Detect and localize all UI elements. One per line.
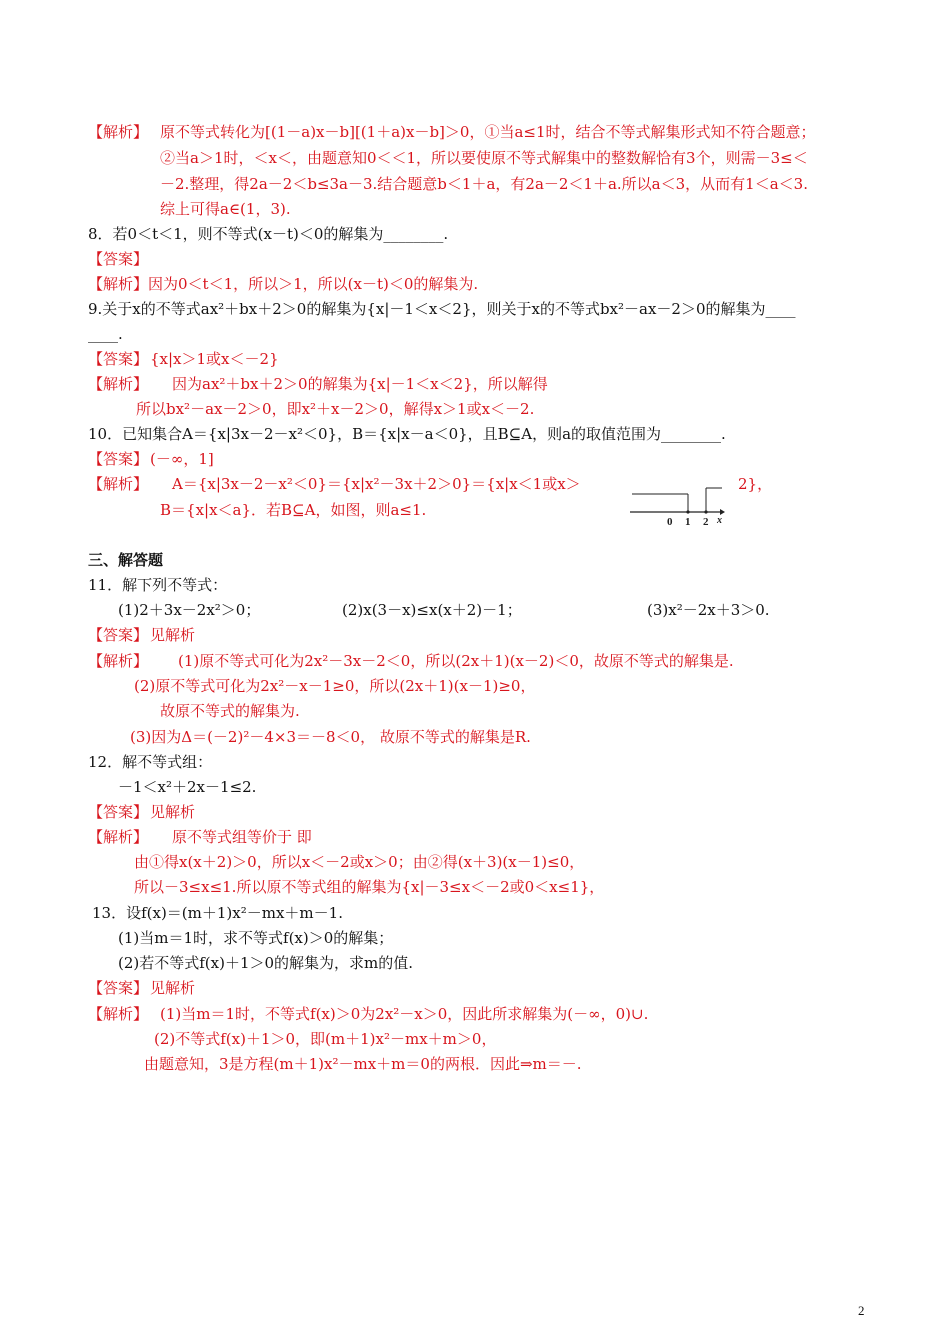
page-number: 2 xyxy=(858,1303,865,1318)
q12-solution-2: 由①得x(x＋2)＞0，所以x＜－2或x＞0；由②得(x＋3)(x－1)≤0， xyxy=(134,853,585,871)
q8-solution: 因为0＜t＜1，所以＞1，所以(x－t)＜0的解集为. xyxy=(148,275,479,293)
q12-solution-tag: 【解析】 xyxy=(88,828,149,846)
q11-solution-tag: 【解析】 xyxy=(88,652,149,670)
q13-part-2: (2)若不等式f(x)＋1＞0的解集为，求m的值. xyxy=(118,954,414,972)
q10-solution-1: A＝{x|3x－2－x²＜0}＝{x|x²－3x＋2＞0}＝{x|x＜1或x＞ xyxy=(172,475,581,493)
q13-solution-2: (2)不等式f(x)＋1＞0，即(m＋1)x²－mx＋m＞0， xyxy=(154,1030,497,1048)
q9-solution-tag: 【解析】 xyxy=(88,375,149,393)
q12-answer: 见解析 xyxy=(150,803,196,821)
q9-question-cont: ____. xyxy=(88,325,123,343)
q9-answer: {x|x＞1或x＜－2} xyxy=(150,350,279,368)
jiexi-tag: 【解析】 xyxy=(88,123,149,141)
q9-solution-2: 所以bx²－ax－2＞0，即x²＋x－2＞0，解得x＞1或x＜－2. xyxy=(136,400,535,418)
q11-question: 11．解下列不等式： xyxy=(88,576,228,594)
q13-solution-tag: 【解析】 xyxy=(88,1005,149,1023)
q11-solution-1: (1)原不等式可化为2x²－3x－2＜0，所以(2x＋1)(x－2)＜0，故原不等式的解集是. xyxy=(178,652,734,670)
q12-solution-1: 原不等式组等价于 即 xyxy=(172,828,312,846)
q10-solution-tag: 【解析】 xyxy=(88,475,149,493)
q13-answer-tag: 【答案】 xyxy=(88,979,149,997)
q11-solution-4: (3)因为Δ＝(－2)²－4×3＝－8＜0， 故原不等式的解集是R. xyxy=(130,728,531,746)
q12-answer-tag: 【答案】 xyxy=(88,803,149,821)
q10-solution-1-end: 2}， xyxy=(738,475,773,493)
q11-solution-3: 故原不等式的解集为. xyxy=(160,702,300,720)
q11-part-1: (1)2＋3x－2x²＞0； xyxy=(118,601,261,619)
p7-line-2: ②当a＞1时，＜x＜，由题意知0＜＜1，所以要使原不等式解集中的整数解恰有3个，则需－3≤＜ xyxy=(160,149,808,167)
q11-solution-2: (2)原不等式可化为2x²－x－1≥0，所以(2x＋1)(x－1)≥0， xyxy=(134,677,536,695)
q9-solution-1: 因为ax²＋bx＋2＞0的解集为{x|－1＜x＜2}，所以解得 xyxy=(172,375,548,393)
q10-answer: (－∞，1] xyxy=(150,450,214,468)
q13-solution-3: 由题意知，3是方程(m＋1)x²－mx＋m＝0的两根．因此⇒m＝－. xyxy=(144,1055,582,1073)
p7-line-3: －2.整理，得2a－2＜b≤3a－3.结合题意b＜1＋a，有2a－2＜1＋a.所以a＜3，从而有1＜a＜3. xyxy=(160,175,808,193)
q9-answer-tag: 【答案】 xyxy=(88,350,149,368)
q13-part-1: (1)当m＝1时，求不等式f(x)＞0的解集； xyxy=(118,929,394,947)
q9-question: 9.关于x的不等式ax²＋bx＋2＞0的解集为{x|－1＜x＜2}，则关于x的不等式bx²－ax－2＞0的解集为____ xyxy=(88,300,796,318)
fig-axis-label: x xyxy=(717,515,722,526)
q13-solution-1: (1)当m＝1时，不等式f(x)＞0为2x²－x＞0，因此所求解集为(－∞，0)∪. xyxy=(160,1005,649,1023)
p7-line-1: 原不等式转化为[(1－a)x－b][(1＋a)x－b]＞0，①当a≤1时，结合不等式解集形式知不符合题意； xyxy=(160,123,816,141)
q8-question: 8．若0＜t＜1，则不等式(x－t)＜0的解集为________. xyxy=(88,225,449,243)
q11-part-2: (2)x(3－x)≤x(x＋2)－1； xyxy=(342,601,522,619)
q11-part-3: (3)x²－2x＋3＞0. xyxy=(647,601,770,619)
fig-tick-0: 0 xyxy=(667,516,673,528)
q12-question: 12．解不等式组： xyxy=(88,753,213,771)
fig-tick-2: 2 xyxy=(703,516,709,528)
q11-answer: 见解析 xyxy=(150,626,196,644)
q12-solution-3: 所以－3≤x≤1.所以原不等式组的解集为{x|－3≤x＜－2或0＜x≤1}， xyxy=(134,878,605,896)
p7-line-4: 综上可得a∈(1，3). xyxy=(160,200,291,218)
q13-question: 13．设f(x)＝(m＋1)x²－mx＋m－1. xyxy=(92,904,343,922)
q8-answer-tag: 【答案】 xyxy=(88,250,149,268)
q12-inequality: －1＜x²＋2x－1≤2. xyxy=(118,778,257,796)
q8-solution-tag: 【解析】 xyxy=(88,275,149,293)
q10-answer-tag: 【答案】 xyxy=(88,450,149,468)
fig-tick-1: 1 xyxy=(685,516,691,528)
number-line-figure xyxy=(628,480,728,528)
section-heading: 三、解答题 xyxy=(88,551,164,569)
q10-solution-2: B＝{x|x＜a}．若B⊆A，如图，则a≤1. xyxy=(160,501,427,519)
q11-answer-tag: 【答案】 xyxy=(88,626,149,644)
q13-answer: 见解析 xyxy=(150,979,196,997)
q10-question: 10．已知集合A＝{x|3x－2－x²＜0}，B＝{x|x－a＜0}，且B⊆A，则a的取值范围为________. xyxy=(88,425,726,443)
